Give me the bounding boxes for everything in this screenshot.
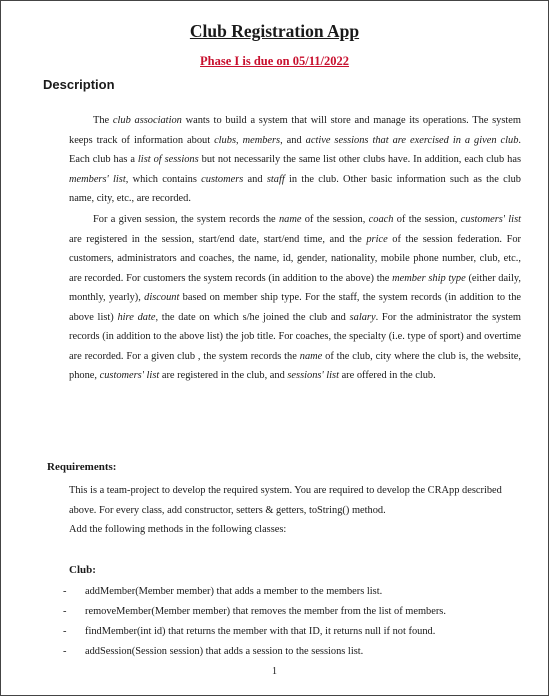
text-run: based on member ship type. For the staff, the system records (in addition to the above list) <box>69 292 522 323</box>
text-run: of the session, <box>301 214 369 225</box>
emphasized-term: member ship type <box>392 272 466 284</box>
emphasized-term: customers' list <box>99 370 160 381</box>
emphasized-term: list of sessions <box>137 154 199 165</box>
emphasized-term: salary <box>349 311 376 323</box>
emphasized-term: active sessions that are exercised in a given club <box>305 134 519 146</box>
text-run: and <box>243 173 267 185</box>
emphasized-term: hire date <box>117 311 156 323</box>
text-run: For a given session, the system records the <box>93 214 279 225</box>
emphasized-term: customers <box>201 173 244 185</box>
text-run: are registered in the club, and <box>159 370 288 381</box>
document-title: Club Registration App <box>189 21 360 41</box>
bullet-dash: - <box>63 586 67 597</box>
text-run: of the club, city where the club is, the website, phone, <box>69 350 521 381</box>
requirements-text <box>69 481 529 540</box>
method-add-member: addMember(Member member) that adds a member to the members list. <box>85 586 383 597</box>
requirements-instruction: Add the following methods in the following classes: <box>69 524 287 535</box>
emphasized-term: clubs <box>214 134 236 146</box>
description-heading: Description <box>43 77 115 92</box>
text-run: are offered in the club. <box>338 370 436 381</box>
list-item <box>63 642 446 662</box>
emphasized-term: name <box>278 214 302 225</box>
emphasized-term: members' list <box>69 173 126 185</box>
page-number: 1 <box>272 666 277 677</box>
requirements-body: This is a team-project to develop the required system. You are required to develop the CRApp described above. For every class, add constructor, setters & getters, toString() method. <box>69 485 502 516</box>
text-run: , the date on which s/he joined the club and <box>155 311 350 323</box>
text-run: are registered in the session, start/end date, start/end time, and the <box>69 233 367 245</box>
emphasized-term: price <box>366 233 388 245</box>
text-run: , which contains <box>125 173 202 185</box>
club-methods-list <box>63 582 446 662</box>
club-class-heading: Club: <box>69 564 96 576</box>
text-run: wants to build a system that will store and manage its operations. The system keeps track of information about <box>69 115 521 146</box>
text-run: The <box>93 115 113 126</box>
text-run: , and <box>280 134 306 146</box>
list-item <box>63 582 446 602</box>
emphasized-term: club association <box>112 115 182 126</box>
text-run: of the session federation. For customers, administrators and coaches, the name, id, gender, nationality, mobile phone number, club, etc., are recorded. For customers the system records (in addition to the above) the <box>69 233 521 284</box>
text-run: of the session, <box>393 214 461 225</box>
text-run: . Each club has a <box>69 134 522 165</box>
bullet-dash: - <box>63 646 67 657</box>
emphasized-term: members <box>242 134 281 146</box>
method-add-session: addSession(Session session) that adds a session to the sessions list. <box>85 646 364 657</box>
emphasized-term: customers' list <box>460 214 522 225</box>
bullet-dash: - <box>63 626 67 637</box>
emphasized-term: discount <box>144 292 180 303</box>
method-find-member: findMember(int id) that returns the member with that ID, it returns null if not found. <box>85 626 436 637</box>
text-run: . For the administrator the system records (in addition to the above list) the job title. For coaches, the specialty (i.e. type of sport) and overtime are recorded. For a given club , the system records the <box>69 311 522 362</box>
method-remove-member: removeMember(Member member) that removes the member from the list of members. <box>85 606 446 617</box>
emphasized-term: staff <box>266 173 285 185</box>
text-run: in the club. Other basic information such as the club name, city, etc., are recorded. <box>69 173 522 204</box>
emphasized-term: coach <box>368 214 394 225</box>
bullet-dash: - <box>63 606 67 617</box>
due-date-notice: Phase I is due on 05/11/2022 <box>200 54 349 68</box>
text-run: but not necessarily the same list other clubs have. In addition, each club has <box>198 154 521 165</box>
list-item <box>63 622 446 642</box>
list-item <box>63 602 446 622</box>
text-run: , <box>236 134 243 146</box>
text-run: (either daily, monthly, yearly), <box>69 272 521 303</box>
description-paragraph-2 <box>69 210 521 386</box>
description-paragraph-1 <box>69 111 521 209</box>
emphasized-term: sessions' list <box>287 370 339 381</box>
emphasized-term: name <box>299 350 323 362</box>
requirements-heading: Requirements: <box>47 461 117 473</box>
